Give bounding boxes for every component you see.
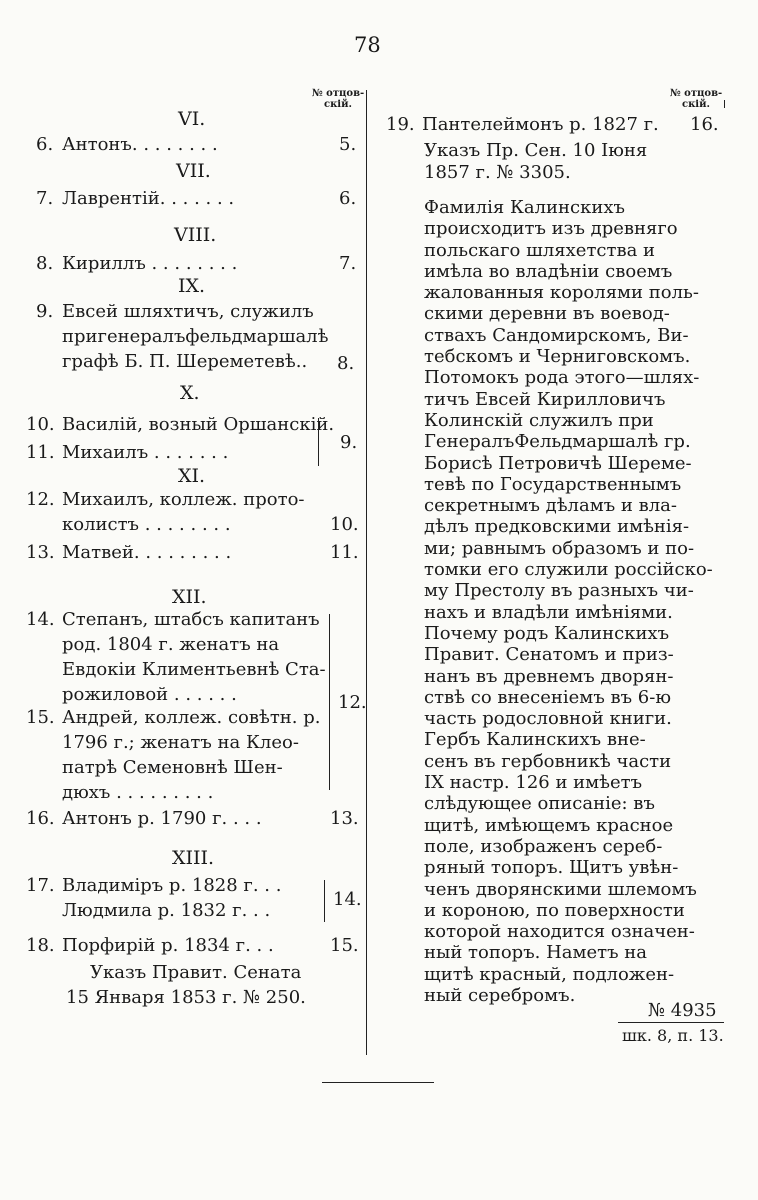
brace [320, 880, 325, 922]
paragraph-line: тичъ Евсей Кирилловичъ [424, 388, 666, 410]
father-number: 9. [340, 432, 358, 453]
paragraph-line: сенъ въ гербовникѣ части [424, 750, 672, 772]
entry-line: Евдокіи Климентьевнѣ Ста- [62, 659, 326, 680]
paragraph-line: томки его служили россійско- [424, 559, 713, 581]
entry-number: 17. [26, 875, 55, 896]
paragraph-line: нанъ въ древнемъ дворян- [424, 665, 674, 687]
ukaz-line: Указъ Правит. Сената [90, 962, 302, 983]
entry-line: Андрей, коллеж. совѣтн. р. [62, 707, 321, 728]
entry-number: 9. [36, 301, 54, 322]
left-column-header [310, 88, 366, 110]
paragraph-line: ГенералъФельдмаршалѣ гр. [424, 431, 691, 453]
ukaz-line: 15 Января 1853 г. № 250. [66, 987, 306, 1008]
right-header-line1: № отцов- [669, 88, 723, 99]
right-column-header [668, 88, 724, 110]
father-number: 5. [339, 134, 357, 155]
father-number: 10. [330, 514, 359, 535]
entry-name: Василій, возный Оршанскій. [62, 414, 335, 435]
paragraph-line: нахъ и владѣли имѣніями. [424, 601, 673, 623]
paragraph-line: щитѣ красный, подложен- [424, 963, 675, 985]
bottom-rule [322, 1082, 434, 1083]
paragraph-line: часть родословной книги. [424, 708, 672, 730]
entry-number: 7. [36, 188, 54, 209]
entry-name: Антонъ. . . . . . . . [62, 134, 218, 155]
paragraph-line: Колинскій служилъ при [424, 409, 654, 431]
entry-line: патрѣ Семеновнѣ Шен- [62, 757, 283, 778]
entry-number: 12. [26, 489, 55, 510]
page-number: 78 [354, 33, 381, 57]
father-number: 15. [330, 935, 359, 956]
footer-rule [618, 1022, 724, 1023]
archive-number: № 4935 [648, 1000, 717, 1021]
paragraph-line: слѣдующее описаніе: въ [424, 793, 655, 815]
paragraph-line: происходитъ изъ древняго [424, 218, 678, 240]
generation-heading: VIII. [174, 224, 217, 246]
family-description [424, 197, 713, 1006]
paragraph-line: Гербъ Калинскихъ вне- [424, 729, 646, 751]
entry-number: 15. [26, 707, 55, 728]
entry-number: 14. [26, 609, 55, 630]
paragraph-line: ряный топоръ. Щитъ увѣн- [424, 857, 679, 879]
paragraph-line: тевѣ по Государственнымъ [424, 473, 682, 495]
entry-name: Порфирій р. 1834 г. . . [62, 935, 274, 956]
paragraph-line: му Престолу въ разныхъ чи- [424, 580, 694, 602]
paragraph-line: жалованныя королями поль- [424, 282, 699, 304]
ukaz-line: Указъ Пр. Сен. 10 Іюня [424, 140, 648, 161]
generation-heading: XIII. [172, 847, 215, 869]
father-number: 14. [333, 889, 362, 910]
entry-name: Кириллъ . . . . . . . . [62, 253, 238, 274]
entry-number: 13. [26, 542, 55, 563]
father-number: 12. [338, 692, 367, 713]
paragraph-line: ный топоръ. Наметъ на [424, 942, 648, 964]
brace [325, 614, 330, 790]
father-number: 13. [330, 808, 359, 829]
paragraph-line: ствахъ Сандомирскомъ, Ви- [424, 324, 689, 346]
entry-name: Матвей. . . . . . . . . [62, 542, 232, 563]
entry-number: 18. [26, 935, 55, 956]
generation-heading: IX. [178, 275, 206, 297]
generation-heading: X. [180, 382, 200, 404]
paragraph-line: IX настр. 126 и имѣетъ [424, 772, 643, 794]
entry-line: колистъ . . . . . . . . [62, 514, 231, 535]
entry-name: Михаилъ . . . . . . . [62, 442, 229, 463]
generation-heading: VI. [178, 108, 206, 130]
entry-number: 6. [36, 134, 54, 155]
paragraph-line: Потомокъ рода этого—шлях- [424, 367, 700, 389]
entry-number: 19. [386, 114, 415, 135]
brace [314, 418, 319, 466]
paragraph-line: имѣла во владѣніи своемъ [424, 260, 673, 282]
entry-line: рожиловой . . . . . . [62, 684, 237, 705]
paragraph-line: Фамилія Калинскихъ [424, 197, 625, 218]
right-header-line2: скій. [681, 99, 710, 110]
paragraph-line: польскаго шляхетства и [424, 239, 656, 261]
entry-name: Пантелеймонъ р. 1827 г. [422, 114, 659, 135]
paragraph-line: щитѣ, имѣющемъ красное [424, 814, 674, 836]
ukaz-line: 1857 г. № 3305. [424, 162, 571, 183]
father-number: 7. [339, 253, 357, 274]
paragraph-line: и короною, по поверхности [424, 899, 685, 921]
paragraph-line: Правит. Сенатомъ и приз- [424, 644, 674, 666]
left-header-line1: № отцов- [311, 88, 365, 99]
left-header-line2: скій. [323, 99, 352, 110]
column-rule-right [724, 100, 725, 108]
paragraph-line: тебскомъ и Черниговскомъ. [424, 346, 691, 368]
entry-number: 11. [26, 442, 55, 463]
paragraph-line: секретнымъ дѣламъ и вла- [424, 495, 677, 517]
entry-line: графѣ Б. П. Шереметевѣ.. [62, 351, 308, 372]
paragraph-line: поле, изображенъ сереб- [424, 835, 663, 857]
archive-reference: шк. 8, п. 13. [622, 1026, 724, 1045]
entry-name: Лаврентій. . . . . . . [62, 188, 235, 209]
paragraph-line: которой находится означен- [424, 921, 695, 943]
father-number: 16. [690, 114, 719, 135]
entry-line: пригенералъфельдмаршалѣ [62, 326, 329, 347]
entry-name: Владиміръ р. 1828 г. . . [62, 875, 282, 896]
generation-heading: XI. [178, 465, 206, 487]
entry-number: 8. [36, 253, 54, 274]
paragraph-line: ствѣ со внесеніемъ въ 6-ю [424, 686, 671, 708]
entry-line: Евсей шляхтичъ, служилъ [62, 301, 314, 322]
generation-heading: XII. [172, 586, 207, 608]
paragraph-line: Борисѣ Петровичѣ Шереме- [424, 452, 692, 474]
entry-name: Людмила р. 1832 г. . . [62, 900, 271, 921]
entry-line: род. 1804 г. женатъ на [62, 634, 280, 655]
entry-line: Степанъ, штабсъ капитанъ [62, 609, 320, 630]
paragraph-line: ный серебромъ. [424, 984, 576, 1006]
paragraph-line: дѣлъ предковскими имѣнія- [424, 516, 690, 538]
paragraph-line: скими деревни въ воевод- [424, 303, 670, 325]
entry-number: 16. [26, 808, 55, 829]
generation-heading: VII. [176, 160, 211, 182]
entry-line: дюхъ . . . . . . . . . [62, 782, 214, 803]
entry-line: Михаилъ, коллеж. прото- [62, 489, 305, 510]
father-number: 11. [330, 542, 359, 563]
entry-line: 1796 г.; женатъ на Клео- [62, 732, 299, 753]
paragraph-line: ченъ дворянскими шлемомъ [424, 878, 697, 900]
paragraph-line: Почему родъ Калинскихъ [424, 622, 670, 644]
column-rule-left [366, 90, 367, 1055]
entry-name: Антонъ р. 1790 г. . . . [62, 808, 262, 829]
paragraph-line: ми; равнымъ образомъ и по- [424, 537, 695, 559]
father-number: 6. [339, 188, 357, 209]
entry-number: 10. [26, 414, 55, 435]
father-number: 8. [337, 353, 355, 374]
